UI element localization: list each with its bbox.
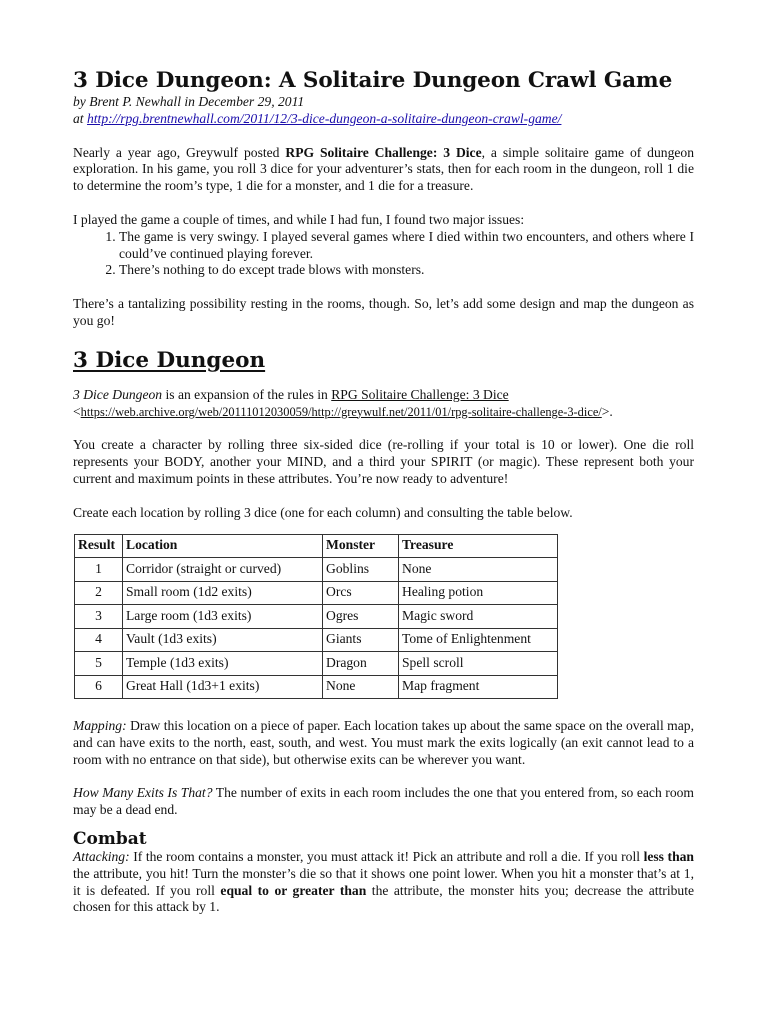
- byline: by Brent P. Newhall in December 29, 2011: [73, 94, 305, 109]
- location-table: [74, 534, 558, 700]
- document-page: [73, 68, 694, 916]
- source-line: at http://rpg.brentnewhall.com/2011/12/3-dice-dungeon-a-solitaire-dungeon-crawl-game/: [73, 110, 562, 126]
- table-row: 1 Corridor (straight or curved) Goblins None: [75, 558, 558, 582]
- archive-url-link[interactable]: https://web.archive.org/web/20111012030059/http://greywulf.net/2011/01/rpg-solitaire-challenge-3-dice/: [80, 404, 602, 419]
- table-row: 5 Temple (1d3 exits) Dragon Spell scroll: [75, 652, 558, 676]
- table-header-row: [75, 534, 558, 558]
- intro-paragraph-2: I played the game a couple of times, and while I had fun, I found two major issues:: [73, 211, 525, 227]
- table-row: 2 Small room (1d2 exits) Orcs Healing potion: [75, 581, 558, 605]
- table-row: 4 Vault (1d3 exits) Giants Tome of Enlightenment: [75, 628, 558, 652]
- section-paragraph-3: Create each location by rolling 3 dice (one for each column) and consulting the table below.: [73, 504, 573, 520]
- issues-list: [73, 229, 694, 279]
- section-heading: 3 Dice Dungeon: [73, 347, 266, 373]
- challenge-title: RPG Solitaire Challenge: 3 Dice: [285, 144, 482, 160]
- challenge-link[interactable]: RPG Solitaire Challenge: 3 Dice: [331, 386, 509, 402]
- table-row: 3 Large room (1d3 exits) Ogres Magic sword: [75, 605, 558, 629]
- mapping-paragraph: Mapping: Draw this location on a piece of paper. Each location takes up about the same space on the overall map, and can have exits to the north, east, south, and west. You must mark the exits logically (an exit cannot lead to a room with no entrance on that side), but otherwise exits can be wherever you want.: [73, 718, 694, 767]
- source-url-link[interactable]: http://rpg.brentnewhall.com/2011/12/3-dice-dungeon-a-solitaire-dungeon-crawl-game/: [86, 110, 562, 126]
- section-paragraph-2: You create a character by rolling three six-sided dice (re-rolling if your total is 10 or lower). One die roll represents your BODY, another your MIND, and a third your SPIRIT (or magic). These represent both your current and maximum points in these attributes. You’re now ready to adventure!: [73, 437, 694, 486]
- combat-heading: Combat: [73, 829, 147, 850]
- list-item: 2. There’s nothing to do except trade blows with monsters.: [119, 262, 694, 279]
- intro-paragraph-3: There’s a tantalizing possibility resting in the rooms, though. So, let’s add some design and map the dungeon as you go!: [73, 296, 694, 328]
- table-row: 6 Great Hall (1d3+1 exits) None Map fragment: [75, 675, 558, 699]
- section-paragraph-1: 3 Dice Dungeon is an expansion of the rules in RPG Solitaire Challenge: 3 Dice <https://web.archive.org/web/20111012030059/http://greywulf.net/2011/01/rpg-solitaire-challenge-3-dice/>.: [73, 386, 613, 419]
- intro-paragraph-1: Nearly a year ago, Greywulf posted RPG Solitaire Challenge: 3 Dice, a simple solitaire game of dungeon exploration. In his game, you roll 3 dice for your adventurer’s stats, then for each room in the dungeon, roll 1 die to determine the room’s type, 1 die for a monster, and 1 die for a treasure.: [73, 144, 694, 194]
- header-treasure: Treasure: [399, 534, 558, 558]
- header-result: Result: [75, 534, 123, 558]
- exits-paragraph: How Many Exits Is That? The number of exits in each room includes the one that you entered from, so each room may be a dead end.: [73, 785, 694, 818]
- list-item: 1. The game is very swingy. I played several games where I died within two encounters, and others where I could’ve continued playing forever.: [119, 229, 694, 263]
- combat-paragraph: Attacking: If the room contains a monster, you must attack it! Pick an attribute and roll a die. If you roll less than the attribute, you hit! Turn the monster’s die so that it shows one point lower. When you hit a monster that’s at 1, it is defeated. If you roll equal to or greater than the attribute, the monster hits you; decrease the attribute chosen for this attack by 1.: [73, 849, 695, 915]
- header-monster: Monster: [323, 534, 399, 558]
- page-title: 3 Dice Dungeon: A Solitaire Dungeon Crawl Game: [73, 68, 673, 93]
- header-location: Location: [123, 534, 323, 558]
